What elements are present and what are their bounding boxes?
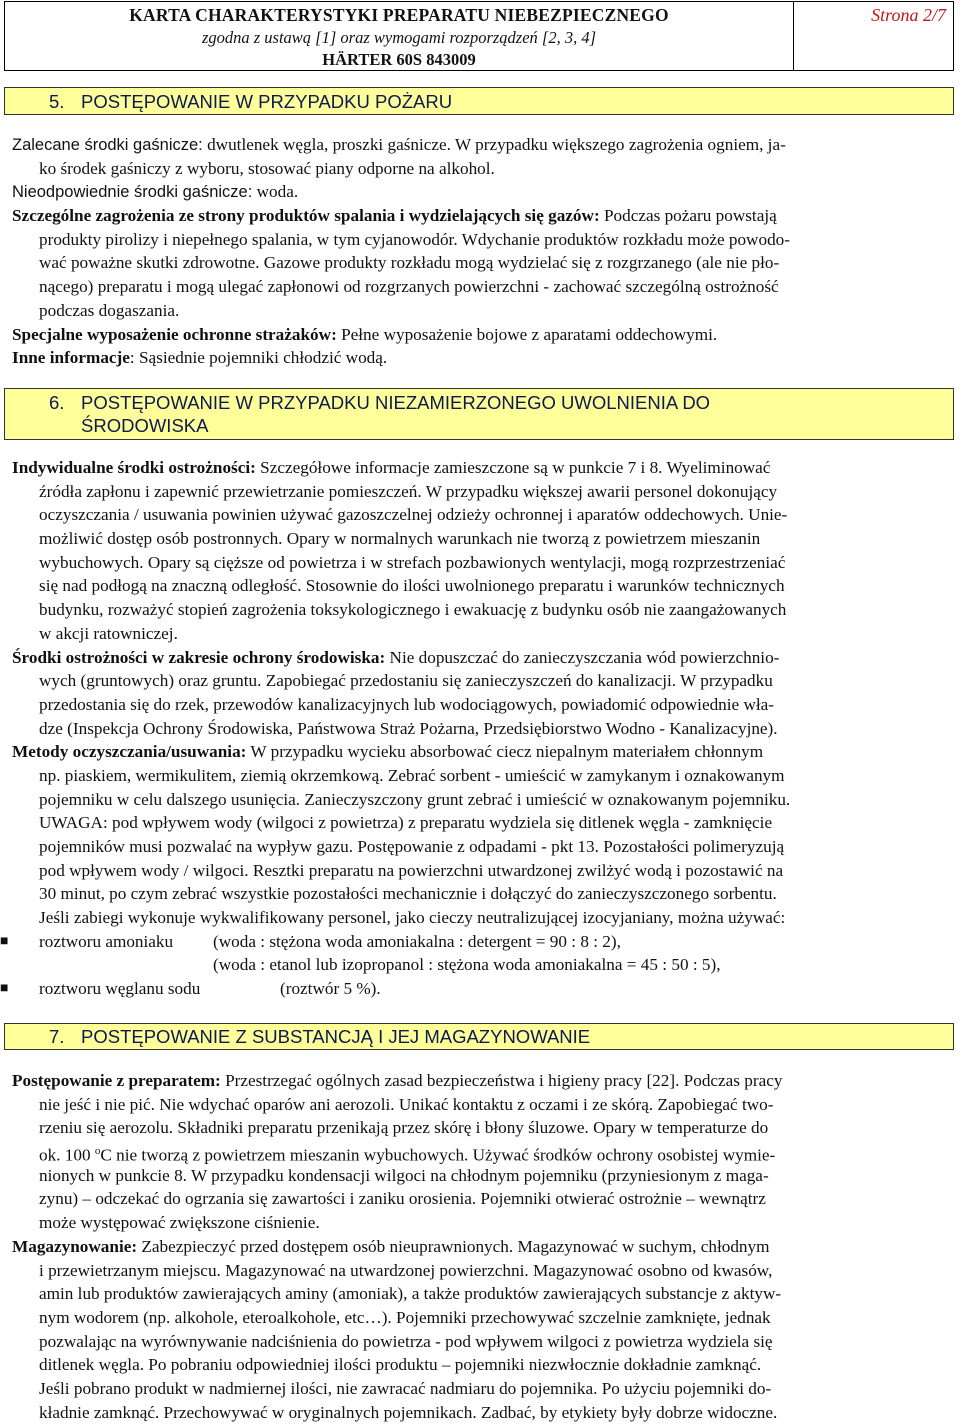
section-6-header xyxy=(4,388,954,440)
document-title: KARTA CHARAKTERYSTYKI PREPARATU NIEBEZPIECZNEGO xyxy=(129,5,669,25)
label-firefighter-equipment: Specjalne wyposażenie ochronne strażaków: xyxy=(12,324,337,344)
document-subtitle: zgodna z ustawą [1] oraz wymogami rozporządzeń [2, 3, 4] xyxy=(201,28,597,47)
bullet-icon: ■ xyxy=(0,981,9,997)
label-other-info: Inne informacje xyxy=(12,348,130,368)
section-5-body: Zalecane środki gaśnicze: dwutlenek węgla, proszki gaśnicze. W przypadku większego zagrożenia ogniem, ja- ko środek gaśniczy z wyboru, stosować piany odporne na alkohol. Nieodpowiednie środki gaśnicze: woda. Szczególne zagrożenia ze strony produktów spalania i wydzielających się gazów: Podczas pożaru powstają produkty pirolizy i niepełnego spalania, w tym cyjanowodór. Wdychanie produktów rozkładu może powodo- wać poważne skutki zdrowotne. Gazowe produkty rozkładu mogą wydzielać się z rozgrzanego (ale nie pło- nącego) preparatu i mogą ulegać zapłonowi od rozgrzanych powierzchni - zachować szczególną ostrożność podczas dogaszania. Specjalne wyposażenie ochronne strażaków: Pełne wyposażenie bojowe z aparatami oddechowymi. Inne informacje: Sąsiednie pojemniki chłodzić wodą. xyxy=(12,135,790,368)
header-page-cell xyxy=(794,2,954,70)
section-title-line-1: POSTĘPOWANIE W PRZYPADKU NIEZAMIERZONEGO UWOLNIENIA DO xyxy=(81,392,711,413)
label-extinguishing-media: Zalecane środki gaśnicze: xyxy=(12,136,203,154)
header-title-cell xyxy=(5,2,794,70)
label-special-hazards: Szczególne zagrożenia ze strony produktów spalania i wydzielających się gazów: xyxy=(12,206,600,226)
product-name: HÄRTER 60S 843009 xyxy=(322,50,476,69)
list-item: ■ roztworu amoniaku (woda : stężona woda amoniakalna : detergent = 90 : 8 : 2), xyxy=(12,930,947,954)
section-title-line-2: ŚRODOWISKA xyxy=(81,415,209,436)
section-title: POSTĘPOWANIE W PRZYPADKU POŻARU xyxy=(81,91,453,112)
document-header xyxy=(4,1,954,71)
section-title: POSTĘPOWANIE Z SUBSTANCJĄ I JEJ MAGAZYNOWANIE xyxy=(81,1026,591,1047)
section-number: 7. xyxy=(49,1026,65,1047)
list-item: ■ roztworu węglanu sodu (roztwór 5 %). xyxy=(12,977,947,1001)
section-7-header xyxy=(4,1023,954,1050)
label-storage: Magazynowanie: xyxy=(12,1236,138,1256)
section-number: 6. xyxy=(49,392,65,413)
label-handling: Postępowanie z preparatem: xyxy=(12,1071,221,1090)
bullet-icon: ■ xyxy=(0,933,9,949)
label-personal-precautions: Indywidualne środki ostrożności: xyxy=(12,458,256,477)
section-number: 5. xyxy=(49,91,65,112)
section-5-header xyxy=(4,87,954,115)
section-6-body: Indywidualne środki ostrożności: Szczegółowe informacje zamieszczone są w punkcie 7 i 8. Wyeliminować źródła zapłonu i zapewnić przewietrzanie pomieszczeń. W przypadku większej awarii personel dokonujący oczyszczania / usuwania powinien używać gazoszczelnej odzieży ochronnej i aparatów oddechowych. Unie- możliwić dostęp osób postronnych. Opary w normalnych warunkach nie tworzą z powietrzem mieszanin wybuchowych. Opary są cięższe od powietrza i w strefach pozbawionych wentylacji, mogą rozprzestrzeniać się nad podłogą na znaczną odległość. Stosownie do ilości uwolnionego preparatu i warunków technicznych budynku, rozważyć stopień zagrożenia toksykologicznego i ewakuację z budynku osób nie zaangażowanych w akcji ratowniczej. Środki ostrożności w zakresie ochrony środowiska: Nie dopuszczać do zanieczyszczania wód powierzchnio- wych (gruntowych) oraz gruntu. Zapobiegać przedostaniu się zanieczyszczeń do kanalizacji. W przypadku przedostania się do rzek, przewodów kanalizacyjnych lub wodociągowych, powiadomić odpowiednie wła- dze (Inspekcja Ochrony Środowiska, Państwowa Straż Pożarna, Przedsiębiorstwo Wodno - Kanalizacyjne). Metody oczyszczania/usuwania: W przypadku wycieku absorbować ciecz niepalnym materiałem chłonnym np. piaskiem, wermikulitem, ziemią okrzemkową. Zebrać sorbent - umieścić w zamykanym i oznakowanym pojemniku w celu dalszego usunięcia. Zanieczyszczony grunt zebrać i umieścić w oznakowanym pojemniku. UWAGA: pod wpływem wody (wilgoci z powietrza) z preparatu wydziela się ditlenek węgla - zamknięcie pojemników musi pozwalać na wypływ gazu. Postępowanie z odpadami - pkt 13. Pozostałości polimeryzują pod wpływem wody / wilgoci. Resztki preparatu na powierzchni utwardzonej zwilżyć wodą i pozostawić na 30 minut, po czym zebrać wszystkie pozostałości mechanicznie i dołączyć do zanieczyszczonego sorbentu. Jeśli zabiegi wykonuje wykwalifikowany personel, jako cieczy neutralizującej izocyjaniany, można używać: ■ roztworu amoniaku (woda : stężona woda amoniakalna : detergent = 90 : 8 : 2), (woda : etanol lub izopropanol : stężona woda amoniakalna = 45 : 50 : 5), ■ roztworu węglanu sodu (roztwór 5 %). xyxy=(12,456,947,1001)
section-7-body: Postępowanie z preparatem: Przestrzegać ogólnych zasad bezpieczeństwa i higieny pracy [22]. Podczas pracy nie jeść i nie pić. Nie wdychać oparów ani aerozoli. Unikać kontaktu z oczami i ze skórą. Zapobiegać two- rzeniu się aerozolu. Składniki preparatu przenikają przez skórę i błony śluzowe. Opary w temperaturze do ok. 100 $^o$C nie tworzą z powietrzem mieszanin wybuchowych. Używać środków ochrony osobistej wymie- nionych w punkcie 8. W przypadku kondensacji wilgoci na chłodnym pojemniku (przyniesionym z maga- zynu) – odczekać do ogrzania się zawartości i zaniku orosienia. Pojemniki otwierać ostrożnie – wewnątrz może występować zwiększone ciśnienie. Magazynowanie: Zabezpieczyć przed dostępem osób nieuprawnionych. Magazynować w suchym, chłodnym i przewietrzanym miejscu. Magazynować na utwardzonej powierzchni. Magazynować osobno od kwasów, amin lub produktów zawierających aminy (amoniak), a także produktów zawierających substancje z aktyw- nym wodorem (np. alkohole, eteroalkohole, etc…). Pojemniki przechowywać szczelnie zamknięte, jednak pozwalając na wyrównywanie nadciśnienia do powietrza - pod wpływem wilgoci z powietrza wydziela się ditlenek węgla. Po pobraniu odpowiedniej ilości produktu – pojemniki niezwłocznie dokładnie zamknąć. Jeśli pobrano produkt w nadmiernej ilości, nie zawracać nadmiaru do pojemnika. Po użyciu pojemniki do- kładnie zamknąć. Przechowywać w oryginalnych pojemnikach. Zadbać, by etykiety były dobrze widoczne. xyxy=(12,1071,783,1422)
label-environmental-precautions: Środki ostrożności w zakresie ochrony środowiska: xyxy=(12,647,386,667)
label-unsuitable-media: Nieodpowiednie środki gaśnicze: xyxy=(12,183,253,202)
label-cleanup-methods: Metody oczyszczania/usuwania: xyxy=(12,742,247,762)
page-number: Strona 2/7 xyxy=(871,5,946,25)
